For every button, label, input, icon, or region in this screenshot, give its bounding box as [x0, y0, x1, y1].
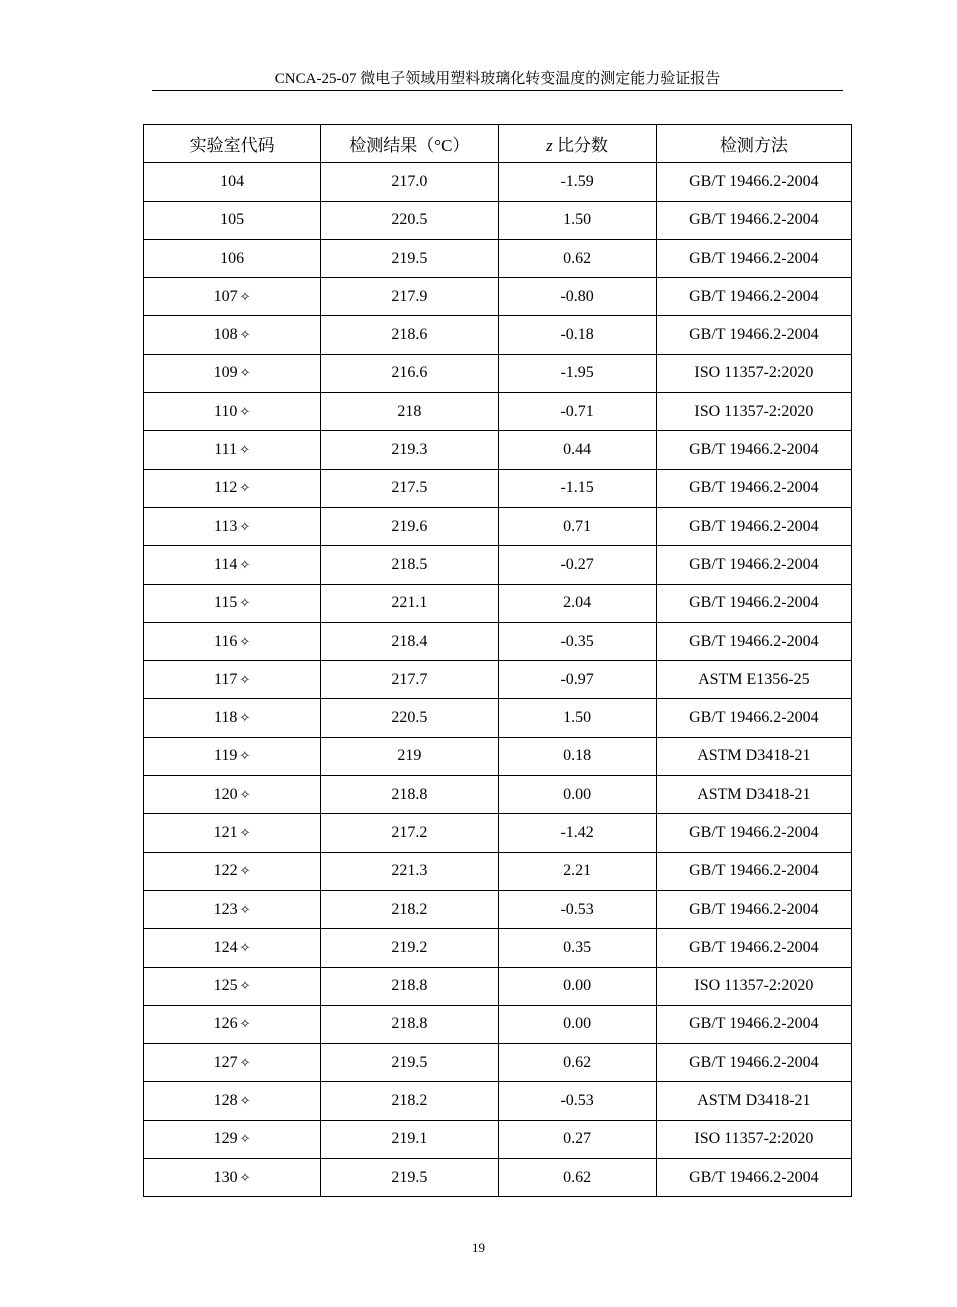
table-row — [144, 929, 852, 967]
z-score-cell: -0.71 — [498, 393, 656, 431]
method-cell: ASTM E1356-25 — [656, 661, 851, 699]
z-score-cell: 0.62 — [498, 239, 656, 277]
method-cell: GB/T 19466.2-2004 — [656, 201, 851, 239]
table-row — [144, 1044, 852, 1082]
lab-code-cell — [144, 546, 321, 584]
diamond-marker-icon: ✧ — [239, 1017, 251, 1033]
method-cell: ISO 11357-2:2020 — [656, 967, 851, 1005]
lab-code: 116 — [213, 632, 238, 650]
diamond-marker-icon: ✧ — [239, 1055, 251, 1071]
method-cell: GB/T 19466.2-2004 — [656, 622, 851, 660]
table-row — [144, 1120, 852, 1158]
z-score-cell: -0.53 — [498, 890, 656, 928]
diamond-marker-icon: ✧ — [239, 596, 251, 612]
lab-code: 108 — [213, 326, 238, 344]
method-cell: ASTM D3418-21 — [656, 776, 851, 814]
table-row — [144, 354, 852, 392]
lab-code: 125 — [213, 977, 238, 995]
method-cell: ISO 11357-2:2020 — [656, 1120, 851, 1158]
table-row — [144, 431, 852, 469]
column-header-lab-code: 实验室代码 — [144, 125, 321, 163]
z-symbol: z — [546, 136, 553, 156]
diamond-marker-icon: ✧ — [239, 519, 251, 535]
lab-code: 106 — [220, 249, 245, 267]
z-score-cell: -1.59 — [498, 163, 656, 201]
lab-code: 128 — [213, 1092, 238, 1110]
diamond-marker-icon: ✧ — [239, 1094, 251, 1110]
result-cell: 219.3 — [321, 431, 498, 469]
z-score-cell: -0.53 — [498, 1082, 656, 1120]
lab-code-cell — [144, 1120, 321, 1158]
z-score-cell: 0.71 — [498, 507, 656, 545]
lab-code: 127 — [213, 1053, 238, 1071]
diamond-marker-icon: ✧ — [239, 1170, 251, 1186]
method-cell: ASTM D3418-21 — [656, 737, 851, 775]
method-cell: GB/T 19466.2-2004 — [656, 316, 851, 354]
lab-code: 104 — [220, 172, 245, 190]
report-title: CNCA-25-07 微电子领域用塑料玻璃化转变温度的测定能力验证报告 — [274, 71, 721, 87]
table-row — [144, 1005, 852, 1043]
method-cell: GB/T 19466.2-2004 — [656, 239, 851, 277]
lab-code-cell — [144, 469, 321, 507]
result-cell: 219.5 — [321, 1159, 498, 1197]
diamond-marker-icon: ✧ — [239, 940, 251, 956]
diamond-marker-icon: ✧ — [239, 328, 251, 344]
lab-code: 130 — [213, 1168, 238, 1186]
result-cell: 219.2 — [321, 929, 498, 967]
lab-code-cell — [144, 201, 321, 239]
lab-code-cell — [144, 163, 321, 201]
z-score-cell: -0.18 — [498, 316, 656, 354]
lab-code: 109 — [213, 364, 238, 382]
table-row — [144, 699, 852, 737]
z-score-cell: -0.27 — [498, 546, 656, 584]
z-score-cell: 0.00 — [498, 967, 656, 1005]
result-cell: 218.8 — [321, 967, 498, 1005]
method-cell: GB/T 19466.2-2004 — [656, 1005, 851, 1043]
table-row — [144, 776, 852, 814]
lab-code-cell — [144, 393, 321, 431]
table-row — [144, 661, 852, 699]
lab-code-cell — [144, 929, 321, 967]
z-score-cell: -0.80 — [498, 278, 656, 316]
lab-code: 117 — [213, 670, 238, 688]
result-cell: 219.6 — [321, 507, 498, 545]
z-score-cell: 0.62 — [498, 1044, 656, 1082]
method-cell: GB/T 19466.2-2004 — [656, 278, 851, 316]
result-cell: 221.1 — [321, 584, 498, 622]
diamond-marker-icon: ✧ — [239, 443, 250, 459]
table-row — [144, 546, 852, 584]
column-header-result: 检测结果（°C） — [321, 125, 498, 163]
lab-code: 112 — [213, 479, 238, 497]
lab-code: 115 — [213, 594, 238, 612]
diamond-marker-icon: ✧ — [239, 825, 251, 841]
table-row — [144, 890, 852, 928]
z-score-label: 比分数 — [552, 136, 609, 156]
result-cell: 218.5 — [321, 546, 498, 584]
diamond-marker-icon: ✧ — [239, 864, 251, 880]
z-score-cell: -1.42 — [498, 814, 656, 852]
table-row — [144, 737, 852, 775]
z-score-cell: 0.27 — [498, 1120, 656, 1158]
table-row — [144, 316, 852, 354]
lab-code: 111 — [214, 441, 238, 459]
column-header-method: 检测方法 — [656, 125, 851, 163]
diamond-marker-icon: ✧ — [239, 1132, 251, 1148]
method-cell: GB/T 19466.2-2004 — [656, 699, 851, 737]
lab-code-cell — [144, 737, 321, 775]
result-cell: 218 — [321, 393, 498, 431]
table-body — [144, 163, 852, 1197]
result-cell: 220.5 — [321, 699, 498, 737]
method-cell: GB/T 19466.2-2004 — [656, 929, 851, 967]
lab-code: 118 — [213, 709, 238, 727]
lab-code-cell — [144, 507, 321, 545]
lab-code: 114 — [213, 555, 238, 573]
diamond-marker-icon: ✧ — [239, 634, 251, 650]
diamond-marker-icon: ✧ — [239, 749, 251, 765]
lab-code-cell — [144, 852, 321, 890]
table-row — [144, 584, 852, 622]
results-table — [143, 124, 852, 1197]
lab-code-cell — [144, 1159, 321, 1197]
method-cell: ISO 11357-2:2020 — [656, 393, 851, 431]
table-row — [144, 239, 852, 277]
method-cell: GB/T 19466.2-2004 — [656, 546, 851, 584]
z-score-cell: 0.00 — [498, 776, 656, 814]
result-cell: 218.8 — [321, 1005, 498, 1043]
diamond-marker-icon: ✧ — [239, 557, 251, 573]
z-score-cell: 0.62 — [498, 1159, 656, 1197]
lab-code: 113 — [213, 517, 238, 535]
table-row — [144, 278, 852, 316]
lab-code-cell — [144, 661, 321, 699]
diamond-marker-icon: ✧ — [239, 404, 251, 420]
lab-code-cell — [144, 699, 321, 737]
lab-code: 126 — [213, 1015, 238, 1033]
table-row — [144, 967, 852, 1005]
result-cell: 217.9 — [321, 278, 498, 316]
lab-code-cell — [144, 890, 321, 928]
method-cell: ISO 11357-2:2020 — [656, 354, 851, 392]
z-score-cell: 0.18 — [498, 737, 656, 775]
diamond-marker-icon: ✧ — [239, 289, 251, 305]
lab-code-cell — [144, 354, 321, 392]
results-table-container — [143, 124, 852, 1197]
lab-code-cell — [144, 967, 321, 1005]
lab-code: 122 — [213, 862, 238, 880]
lab-code-cell — [144, 431, 321, 469]
method-cell: GB/T 19466.2-2004 — [656, 584, 851, 622]
lab-code-cell — [144, 584, 321, 622]
table-row — [144, 1082, 852, 1120]
lab-code-cell — [144, 239, 321, 277]
z-score-cell: -1.15 — [498, 469, 656, 507]
diamond-marker-icon: ✧ — [239, 787, 251, 803]
method-cell: GB/T 19466.2-2004 — [656, 163, 851, 201]
z-score-cell: -1.95 — [498, 354, 656, 392]
result-cell: 218.2 — [321, 1082, 498, 1120]
table-row — [144, 1159, 852, 1197]
method-cell: GB/T 19466.2-2004 — [656, 1044, 851, 1082]
result-cell: 217.5 — [321, 469, 498, 507]
z-score-cell: 0.35 — [498, 929, 656, 967]
lab-code: 123 — [213, 900, 238, 918]
result-cell: 217.0 — [321, 163, 498, 201]
z-score-cell: -0.35 — [498, 622, 656, 660]
result-cell: 219.5 — [321, 1044, 498, 1082]
lab-code-cell — [144, 776, 321, 814]
table-row — [144, 163, 852, 201]
result-cell: 217.7 — [321, 661, 498, 699]
diamond-marker-icon: ✧ — [239, 979, 251, 995]
lab-code-cell — [144, 814, 321, 852]
method-cell: ASTM D3418-21 — [656, 1082, 851, 1120]
result-cell: 218.2 — [321, 890, 498, 928]
method-cell: GB/T 19466.2-2004 — [656, 814, 851, 852]
lab-code: 105 — [220, 211, 245, 229]
method-cell: GB/T 19466.2-2004 — [656, 890, 851, 928]
table-row — [144, 201, 852, 239]
lab-code: 107 — [213, 287, 238, 305]
result-cell: 218.6 — [321, 316, 498, 354]
result-cell: 216.6 — [321, 354, 498, 392]
z-score-cell: 0.44 — [498, 431, 656, 469]
method-cell: GB/T 19466.2-2004 — [656, 431, 851, 469]
result-cell: 220.5 — [321, 201, 498, 239]
z-score-cell: 2.21 — [498, 852, 656, 890]
diamond-marker-icon: ✧ — [239, 366, 251, 382]
lab-code-cell — [144, 1044, 321, 1082]
z-score-cell: 1.50 — [498, 699, 656, 737]
lab-code: 119 — [213, 747, 238, 765]
result-cell: 217.2 — [321, 814, 498, 852]
table-header-row — [144, 125, 852, 163]
lab-code: 110 — [213, 402, 238, 420]
z-score-cell: 0.00 — [498, 1005, 656, 1043]
z-score-cell: 1.50 — [498, 201, 656, 239]
lab-code-cell — [144, 1082, 321, 1120]
result-cell: 219 — [321, 737, 498, 775]
diamond-marker-icon: ✧ — [239, 711, 251, 727]
method-cell: GB/T 19466.2-2004 — [656, 852, 851, 890]
lab-code-cell — [144, 316, 321, 354]
lab-code-cell — [144, 278, 321, 316]
result-cell: 221.3 — [321, 852, 498, 890]
result-cell: 219.1 — [321, 1120, 498, 1158]
method-cell: GB/T 19466.2-2004 — [656, 507, 851, 545]
lab-code: 129 — [213, 1130, 238, 1148]
z-score-cell: 2.04 — [498, 584, 656, 622]
table-row — [144, 622, 852, 660]
result-cell: 218.8 — [321, 776, 498, 814]
page-header — [152, 68, 843, 91]
z-score-cell: -0.97 — [498, 661, 656, 699]
table-row — [144, 814, 852, 852]
lab-code-cell — [144, 622, 321, 660]
page-number: 19 — [472, 1240, 485, 1255]
lab-code-cell — [144, 1005, 321, 1043]
lab-code: 121 — [213, 823, 238, 841]
table-row — [144, 469, 852, 507]
diamond-marker-icon: ✧ — [239, 902, 251, 918]
lab-code: 120 — [213, 785, 238, 803]
table-row — [144, 852, 852, 890]
table-row — [144, 507, 852, 545]
diamond-marker-icon: ✧ — [239, 672, 251, 688]
column-header-z-score — [498, 125, 656, 163]
table-row — [144, 393, 852, 431]
lab-code: 124 — [213, 938, 238, 956]
diamond-marker-icon: ✧ — [239, 481, 251, 497]
result-cell: 218.4 — [321, 622, 498, 660]
method-cell: GB/T 19466.2-2004 — [656, 469, 851, 507]
method-cell: GB/T 19466.2-2004 — [656, 1159, 851, 1197]
result-cell: 219.5 — [321, 239, 498, 277]
